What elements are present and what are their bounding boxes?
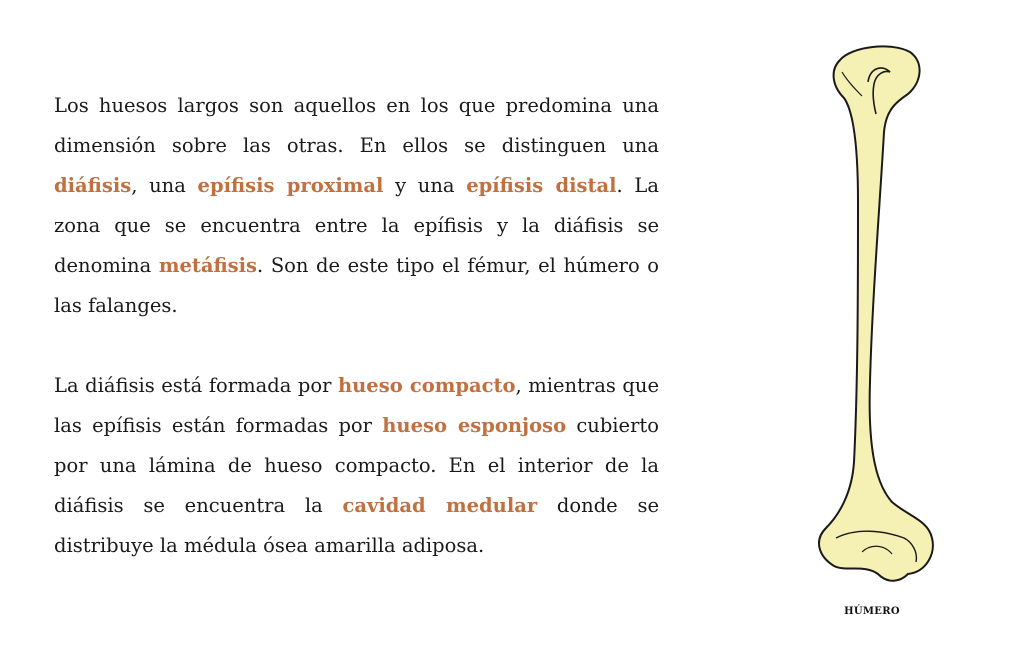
highlighted-term: epífisis distal	[466, 174, 617, 197]
body-text: , una	[131, 174, 198, 197]
figure-caption: HÚMERO	[844, 606, 900, 617]
body-text: , mientras que las epífisis están formadas por	[54, 374, 659, 437]
highlighted-term: hueso compacto	[337, 374, 516, 397]
highlighted-term: epífisis proximal	[197, 174, 384, 197]
paragraph-1	[54, 86, 659, 326]
body-text: . Son de este tipo el fémur, el húmero o las falanges.	[54, 254, 659, 317]
highlighted-term: metáfisis	[158, 254, 258, 277]
humerus-illustration	[812, 42, 936, 587]
paragraph-2	[54, 366, 659, 566]
body-text: cubierto por una lámina de hueso compacto. En el interior de la diáfisis se encuentra la	[54, 414, 659, 517]
body-text: La diáfisis está formada por	[54, 374, 338, 397]
body-text: y una	[383, 174, 467, 197]
body-text: . La zona que se encuentra entre la epífisis y la diáfisis se denomina	[54, 174, 659, 277]
body-text: donde se distribuye la médula ósea amarilla adiposa.	[54, 494, 660, 557]
highlighted-term: diáfisis	[54, 174, 132, 197]
body-text: Los huesos largos son aquellos en los que predomina una dimensión sobre las otras. En ellos se distinguen una	[54, 94, 659, 157]
highlighted-term: hueso esponjoso	[382, 414, 567, 437]
text-block	[54, 86, 659, 566]
humerus-bone	[819, 46, 933, 580]
highlighted-term: cavidad medular	[342, 494, 538, 517]
